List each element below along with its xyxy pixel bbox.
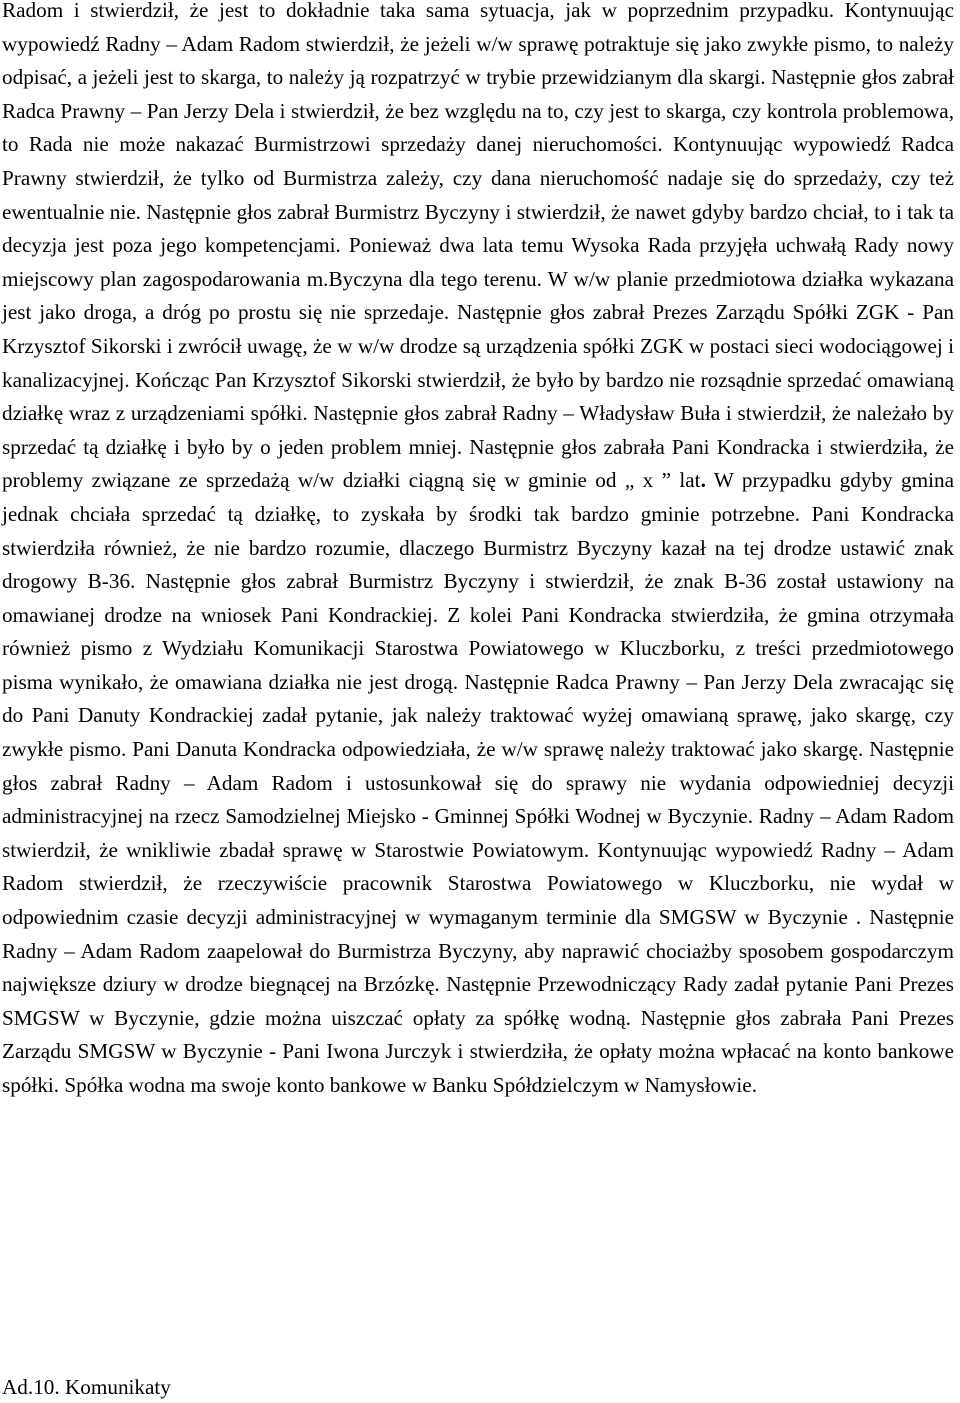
document-paragraph xyxy=(2,0,954,1103)
paragraph-text-part-2: W przypadku gdyby gmina jednak chciała sprzedać tą działkę, to zyskała by środki tak bardzo gminie potrzebne. Pani Kondracka stwierdziła również, że nie bardzo rozumie, dlaczego Burmistrz Byczyny kazał na tej drodze ustawić znak drogowy B-36. Następnie głos zabrał Burmistrz Byczyny i stwierdził, że znak B-36 został ustawiony na omawianej drodze na wniosek Pani Kondrackiej. Z kolei Pani Kondracka stwierdziła, że gmina otrzymała również pismo z Wydziału Komunikacji Starostwa Powiatowego w Kluczborku, z treści przedmiotowego pisma wynikało, że omawiana działka nie jest drogą. Następnie Radca Prawny – Pan Jerzy Dela zwracając się do Pani Danuty Kondrackiej zadał pytanie, jak należy traktować wyżej omawianą sprawę, jako skargę, czy zwykłe pismo. Pani Danuta Kondracka odpowiedziała, że w/w sprawę należy traktować jako skargę. Następnie głos zabrał Radny – Adam Radom i ustosunkował się do sprawy nie wydania odpowiedniej decyzji administracyjnej na rzecz Samodzielnej Miejsko - Gminnej Spółki Wodnej w Byczynie. Radny – Adam Radom stwierdził, że wnikliwie zbadał sprawę w Starostwie Powiatowym. Kontynuując wypowiedź Radny – Adam Radom stwierdził, że rzeczywiście pracownik Starostwa Powiatowego w Kluczborku, nie wydał w odpowiednim czasie decyzji administracyjnej w wymaganym terminie dla SMGSW w Byczynie . Następnie Radny – Adam Radom zaapelował do Burmistrza Byczyny, aby naprawić chociażby sposobem gospodarczym największe dziury w drodze biegnącej na Brzózkę. Następnie Przewodniczący Rady zadał pytanie Pani Prezes SMGSW w Byczynie, gdzie można uiszczać opłaty za spółkę wodną. Następnie głos zabrała Pani Prezes Zarządu SMGSW w Byczynie - Pani Iwona Jurczyk i stwierdziła, że opłaty można wpłacać na konto bankowe spółki. Spółka wodna ma swoje konto bankowe w Banku Spółdzielczym w Namysłowie. xyxy=(2,468,954,1097)
paragraph-bold-period: . xyxy=(700,468,706,493)
paragraph-text-part-1: Radom i stwierdził, że jest to dokładnie taka sama sytuacja, jak w poprzednim przypadku. Kontynuując wypowiedź Radny – Adam Radom stwierdził, że jeżeli w/w sprawę potraktuje się jako zwykłe pismo, to należy odpisać, a jeżeli jest to skarga, to należy ją rozpatrzyć w trybie przewidzianym dla skargi. Następnie głos zabrał Radca Prawny – Pan Jerzy Dela i stwierdził, że bez względu na to, czy jest to skarga, czy kontrola problemowa, to Rada nie może nakazać Burmistrzowi sprzedaży danej nieruchomości. Kontynuując wypowiedź Radca Prawny stwierdził, że tylko od Burmistrza zależy, czy dana nieruchomość nadaje się do sprzedaży, czy też ewentualnie nie. Następnie głos zabrał Burmistrz Byczyny i stwierdził, że nawet gdyby bardzo chciał, to i tak ta decyzja jest poza jego kompetencjami. Ponieważ dwa lata temu Wysoka Rada przyjęła uchwałą Rady nowy miejscowy plan zagospodarowania m.Byczyna dla tego terenu. W w/w planie przedmiotowa działka wykazana jest jako droga, a dróg po prostu się nie sprzedaje. Następnie głos zabrał Prezes Zarządu Spółki ZGK - Pan Krzysztof Sikorski i zwrócił uwagę, że w w/w drodze są urządzenia spółki ZGK w postaci sieci wodociągowej i kanalizacyjnej. Kończąc Pan Krzysztof Sikorski stwierdził, że było by bardzo nie rozsądnie sprzedać omawianą działkę wraz z urządzeniami spółki. Następnie głos zabrał Radny – Władysław Buła i stwierdził, że należało by sprzedać tą działkę i było by o jeden problem mniej. Następnie głos zabrała Pani Kondracka i stwierdziła, że problemy związane ze sprzedażą w/w działki ciągną się w gminie od „ x ” lat xyxy=(2,0,954,493)
section-heading: Ad.10. Komunikaty xyxy=(2,1375,171,1399)
